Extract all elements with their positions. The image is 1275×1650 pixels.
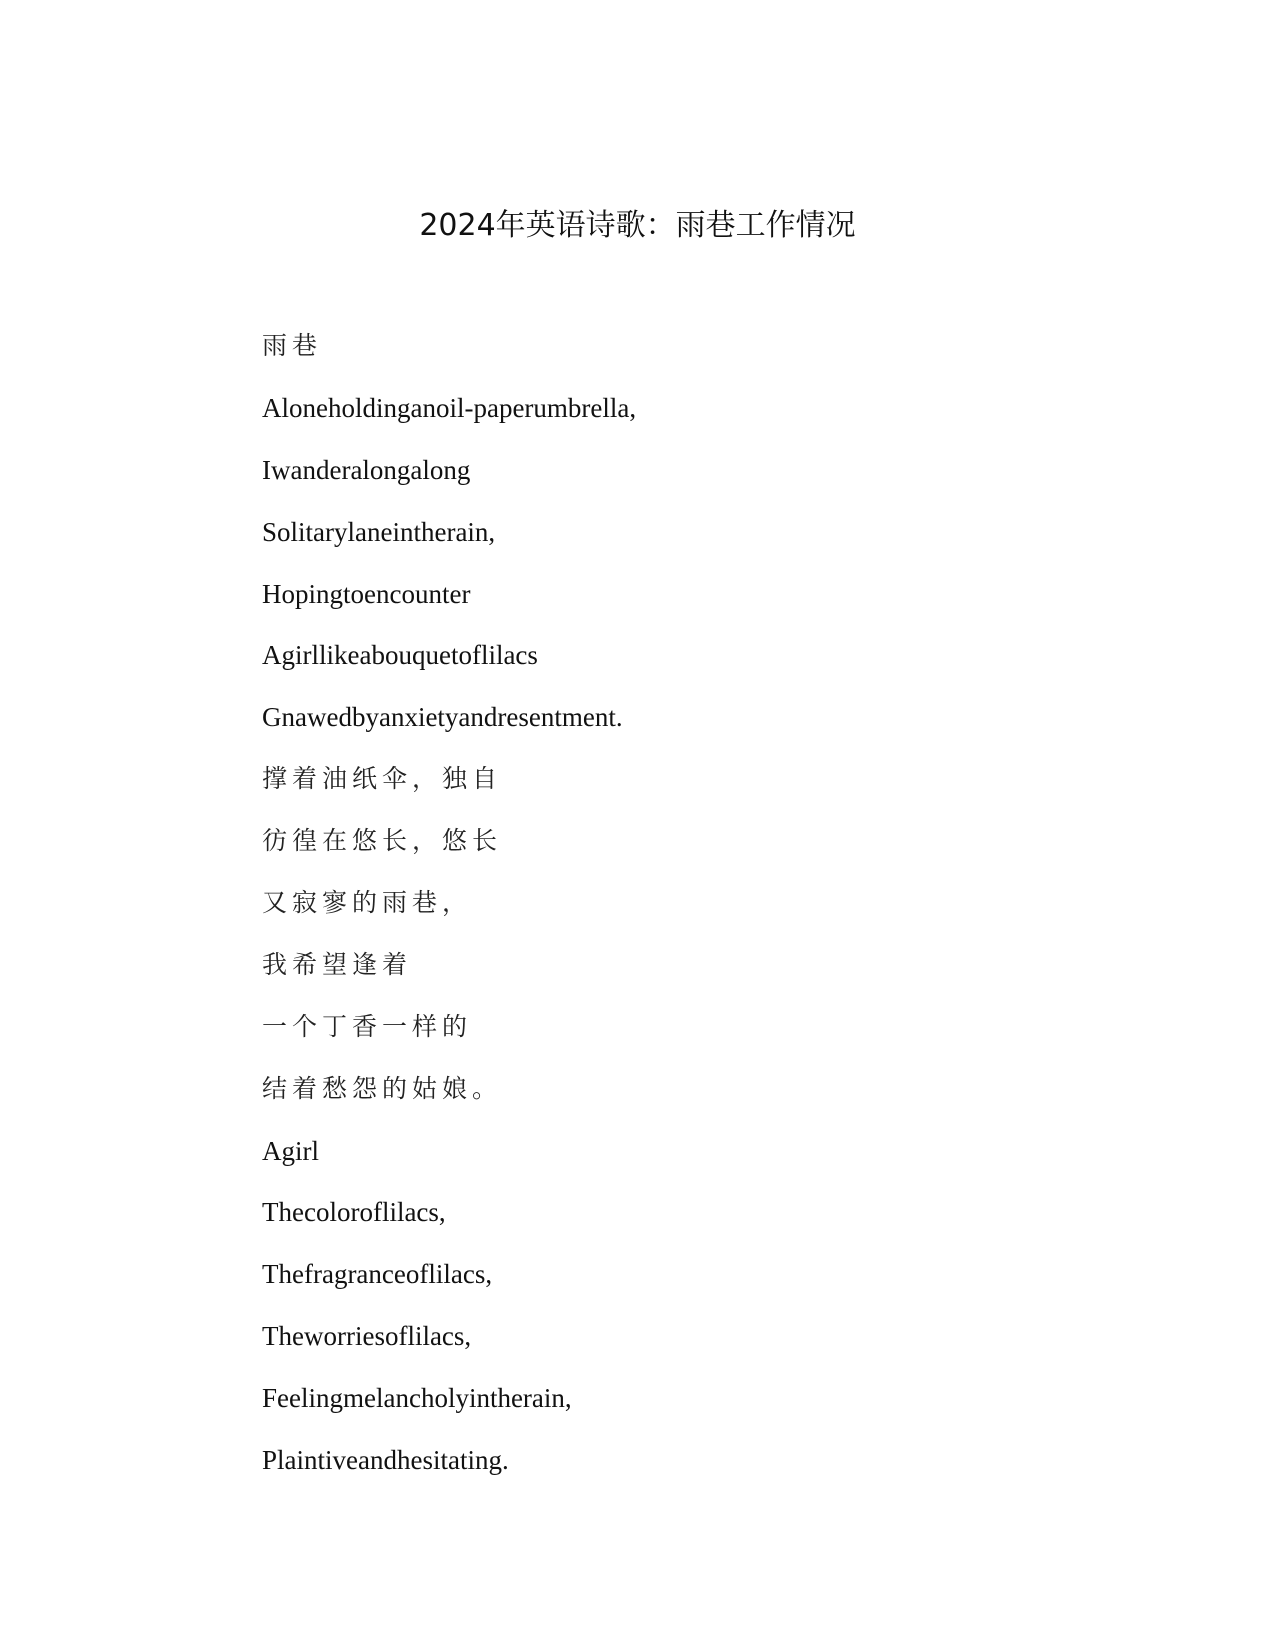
poem-line: 撑着油纸伞，独自 — [262, 764, 503, 794]
poem-line: Hopingtoencounter — [262, 578, 471, 609]
poem-body — [262, 332, 636, 1508]
poem-line: Iwanderalongalong — [262, 454, 471, 485]
poem-line: Solitarylaneintherain, — [262, 516, 496, 547]
poem-line: Feelingmelancholyintherain, — [262, 1383, 572, 1414]
poem-line: Agirllikeabouquetoflilacs — [262, 640, 538, 671]
document-title: 2024年英语诗歌：雨巷工作情况 — [419, 208, 856, 243]
poem-line: 我希望逢着 — [262, 949, 413, 979]
poem-line: 又寂寥的雨巷， — [262, 888, 473, 918]
poem-line: 结着愁怨的姑娘。 — [262, 1073, 503, 1103]
poem-line: Agirl — [262, 1135, 319, 1166]
poem-line: Thecoloroflilacs, — [262, 1197, 446, 1228]
poem-line: Aloneholdinganoil-paperumbrella, — [262, 392, 637, 423]
poem-line: 一个丁香一样的 — [262, 1011, 473, 1041]
poem-line: Theworriesoflilacs, — [262, 1321, 472, 1352]
poem-line: Plaintiveandhesitating. — [262, 1445, 509, 1476]
poem-line: 雨巷 — [262, 331, 323, 360]
poem-line: 彷徨在悠长，悠长 — [262, 826, 503, 856]
poem-line: Gnawedbyanxietyandresentment. — [262, 702, 623, 733]
poem-line: Thefragranceoflilacs, — [262, 1259, 493, 1290]
